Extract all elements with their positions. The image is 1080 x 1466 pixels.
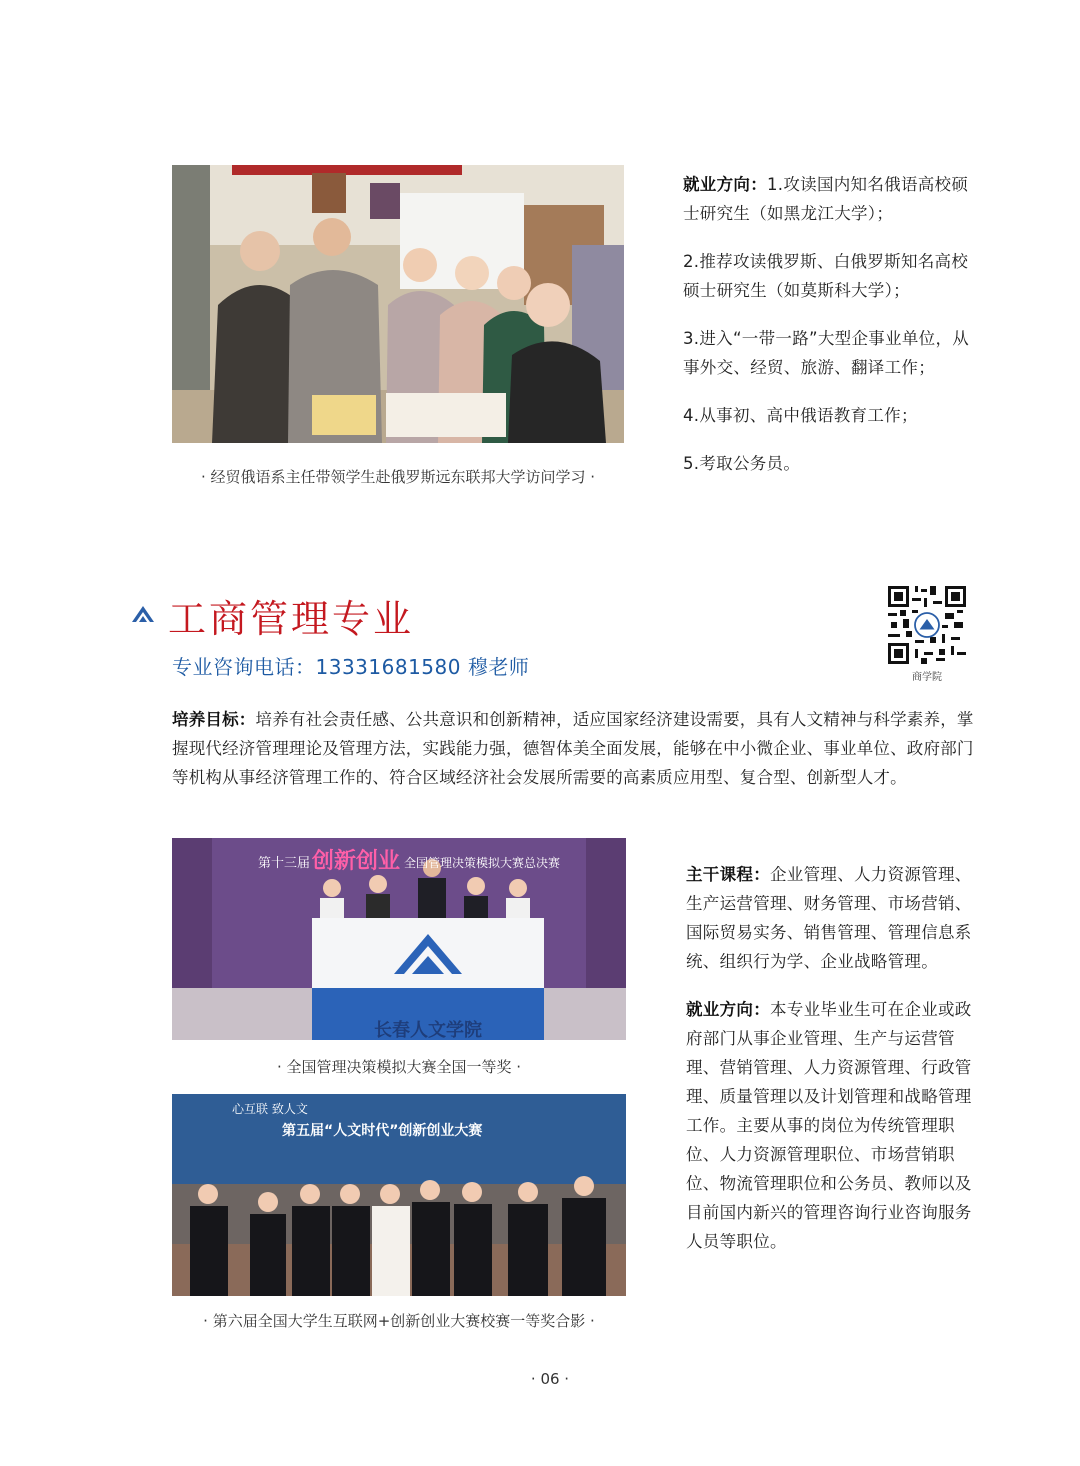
banner-motto-2: 心互联 致人文 [232, 1102, 308, 1116]
courses-label: 主干课程： [686, 865, 770, 884]
careers-block-russian [683, 170, 979, 497]
photo-caption-russia-visit: · 经贸俄语系主任带领学生赴俄罗斯远东联邦大学访问学习 · [200, 468, 596, 486]
major-logo-icon [132, 606, 154, 622]
careers-item-1: 1.攻读国内知名俄语高校硕士研究生（如黑龙江大学）； [683, 175, 969, 223]
flag-text: 长春人文学院 [374, 1020, 482, 1040]
careers-item-3: 3.进入“一带一路”大型企事业单位，从事外交、经贸、旅游、翻译工作； [683, 329, 970, 377]
careers-label: 就业方向： [683, 175, 767, 194]
banner-edition-1: 第十三届 [258, 856, 311, 871]
banner-innovation-1: 创新创业 [312, 849, 401, 874]
courses-jobs-block [686, 860, 978, 1275]
photo-caption-competition: · 全国管理决策模拟大赛全国一等奖 · [276, 1058, 522, 1076]
careers-item-4: 4.从事初、高中俄语教育工作； [683, 406, 918, 425]
training-goal [172, 705, 978, 792]
jobs-label: 就业方向： [686, 1000, 770, 1019]
goal-label: 培养目标： [172, 710, 256, 729]
jobs-text: 本专业毕业生可在企业或政府部门从事企业管理、生产与运营管理、营销管理、人力资源管理、行政管理、质量管理以及计划管理和战略管理工作。主要从事的岗位为传统管理职位、人力资源管理职位、市场营销职位、物流管理职位和公务员、教师以及目前国内新兴的管理咨询行业咨询服务人员等职位。 [686, 1000, 972, 1251]
banner-contest-1: 全国管理决策模拟大赛总决赛 [404, 856, 561, 870]
consult-phone: 专业咨询电话：13331681580 穆老师 [172, 655, 530, 679]
goal-text: 培养有社会责任感、公共意识和创新精神，适应国家经济建设需要，具有人文精神与科学素养，掌握现代经济管理理论及管理方法，实践能力强，德智体美全面发展，能够在中小微企业、事业单位、政府部门等机构从事经济管理工作的、符合区域经济社会发展所需要的高素质应用型、复合型、创新型人才。 [172, 710, 974, 787]
careers-item-5: 5.考取公务员。 [683, 454, 801, 473]
photo-russia-visit [172, 165, 624, 443]
banner-contest-2: 第五届“人文时代”创新创业大赛 [282, 1123, 483, 1139]
careers-item-2: 2.推荐攻读俄罗斯、白俄罗斯知名高校硕士研究生（如莫斯科大学）； [683, 252, 969, 300]
major-title: 工商管理专业 [168, 597, 415, 641]
qr-label: 商学院 [912, 672, 942, 683]
photo-competition-award [172, 838, 626, 1040]
courses-text: 企业管理、人力资源管理、生产运营管理、财务管理、市场营销、国际贸易实务、销售管理、管理信息系统、组织行为学、企业战略管理。 [686, 865, 972, 971]
photo-innovation-contest [172, 1094, 626, 1296]
photo-caption-group: · 第六届全国大学生互联网+创新创业大赛校赛一等奖合影 · [203, 1312, 595, 1330]
page-number: · 06 · [530, 1370, 570, 1388]
qr-code[interactable] [888, 586, 966, 664]
